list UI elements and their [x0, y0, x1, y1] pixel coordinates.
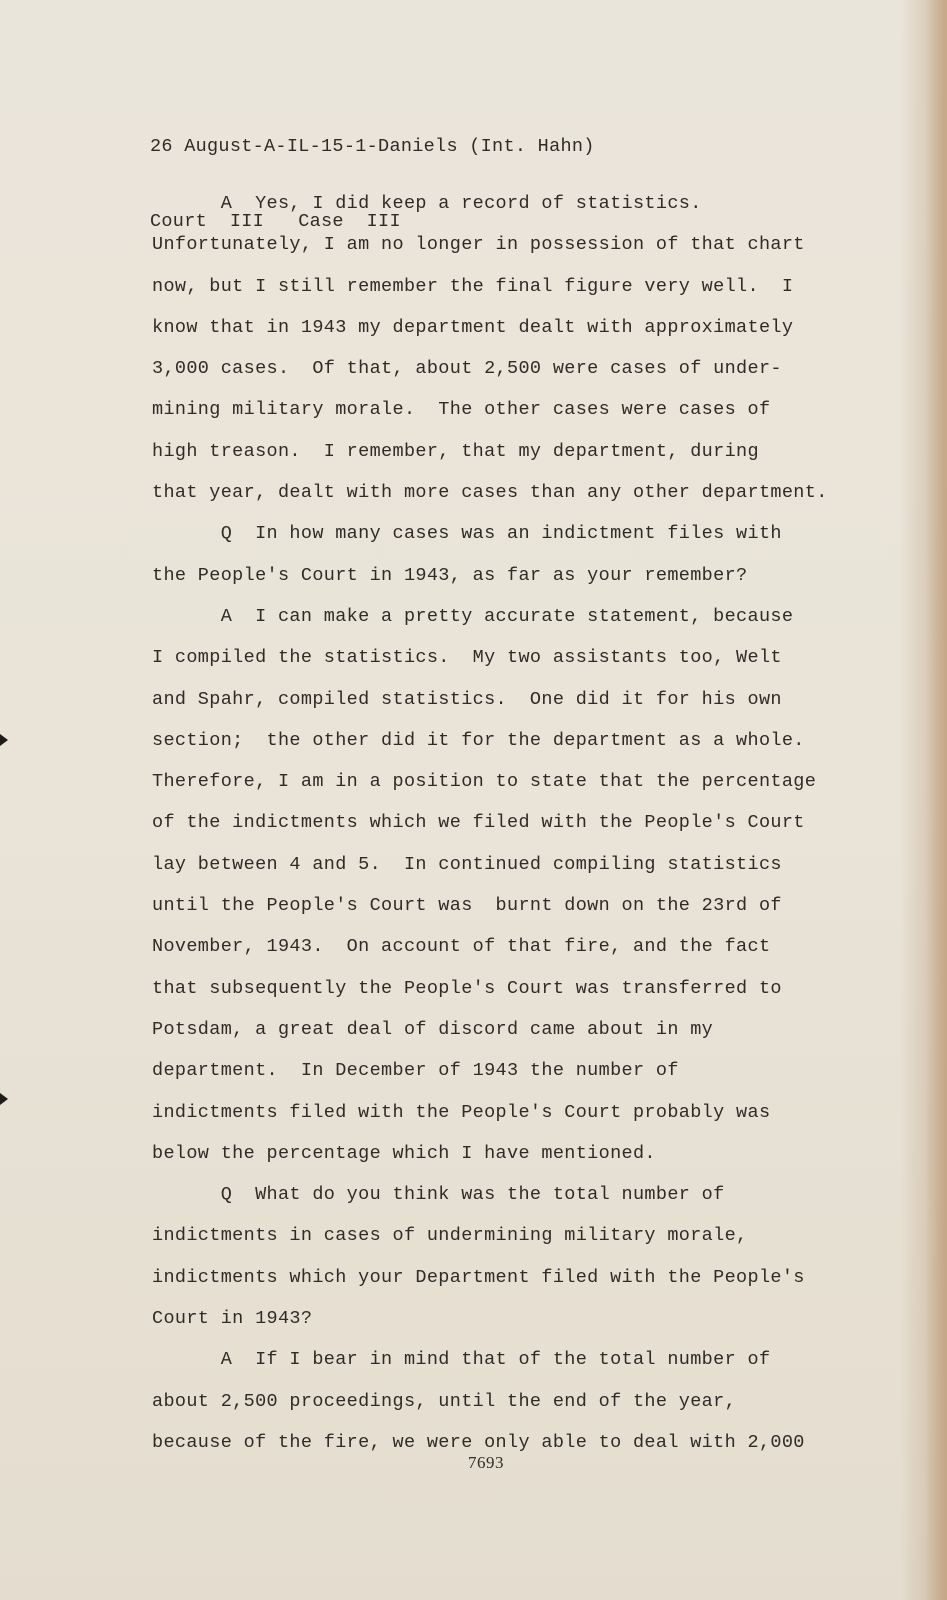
transcript-line: because of the fire, we were only able to deal with 2,000 [152, 1431, 805, 1453]
transcript-line: indictments which your Department filed with the People's [152, 1266, 805, 1288]
transcript-line: section; the other did it for the department as a whole. [152, 729, 805, 751]
transcript-line: 3,000 cases. Of that, about 2,500 were cases of under- [152, 358, 782, 380]
transcript-line: high treason. I remember, that my department, during [152, 440, 759, 462]
transcript-line: A I can make a pretty accurate statement, because [152, 605, 794, 627]
transcript-line: Q What do you think was the total number of [152, 1184, 725, 1206]
left-margin-mark-lower [0, 1093, 8, 1105]
transcript-line: until the People's Court was burnt down on the 23rd of [152, 895, 782, 917]
transcript-line: and Spahr, compiled statistics. One did it for his own [152, 688, 782, 710]
transcript-line: know that in 1943 my department dealt with approximately [152, 316, 794, 338]
transcript-line: A Yes, I did keep a record of statistics. [152, 193, 702, 214]
transcript-line: of the indictments which we filed with the People's Court [152, 812, 805, 834]
page-number: 7693 [468, 1453, 504, 1472]
transcript-body [152, 183, 882, 1463]
header-court-line: Court III Case III [150, 211, 401, 232]
header-session-line: 26 August-A-IL-15-1-Daniels (Int. Hahn) [150, 136, 595, 157]
transcript-line: November, 1943. On account of that fire, and the fact [152, 936, 771, 958]
transcript-line: lay between 4 and 5. In continued compiling statistics [152, 853, 782, 875]
transcript-line: A If I bear in mind that of the total number of [152, 1349, 771, 1371]
transcript-line: now, but I still remember the final figure very well. I [152, 275, 794, 297]
transcript-line: department. In December of 1943 the number of [152, 1060, 679, 1082]
transcript-line: indictments in cases of undermining military morale, [152, 1225, 748, 1247]
transcript-line: Unfortunately, I am no longer in possession of that chart [152, 234, 805, 256]
transcript-line: that subsequently the People's Court was transferred to [152, 977, 782, 999]
transcript-line: Court in 1943? [152, 1308, 313, 1330]
transcript-line: mining military morale. The other cases were cases of [152, 399, 771, 421]
transcript-line: below the percentage which I have mentioned. [152, 1142, 656, 1164]
left-margin-mark-upper [0, 734, 8, 746]
transcript-line: about 2,500 proceedings, until the end of the year, [152, 1390, 737, 1412]
transcript-line: Therefore, I am in a position to state that the percentage [152, 771, 817, 793]
page-edge-shadow [925, 0, 947, 1600]
transcript-line: indictments filed with the People's Court probably was [152, 1101, 771, 1123]
transcript-line: that year, dealt with more cases than any other department. [152, 482, 828, 504]
transcript-line: Potsdam, a great deal of discord came about in my [152, 1018, 714, 1040]
transcript-line: Q In how many cases was an indictment files with [152, 523, 782, 545]
transcript-line: I compiled the statistics. My two assistants too, Welt [152, 647, 782, 669]
transcript-line: the People's Court in 1943, as far as your remember? [152, 564, 748, 586]
